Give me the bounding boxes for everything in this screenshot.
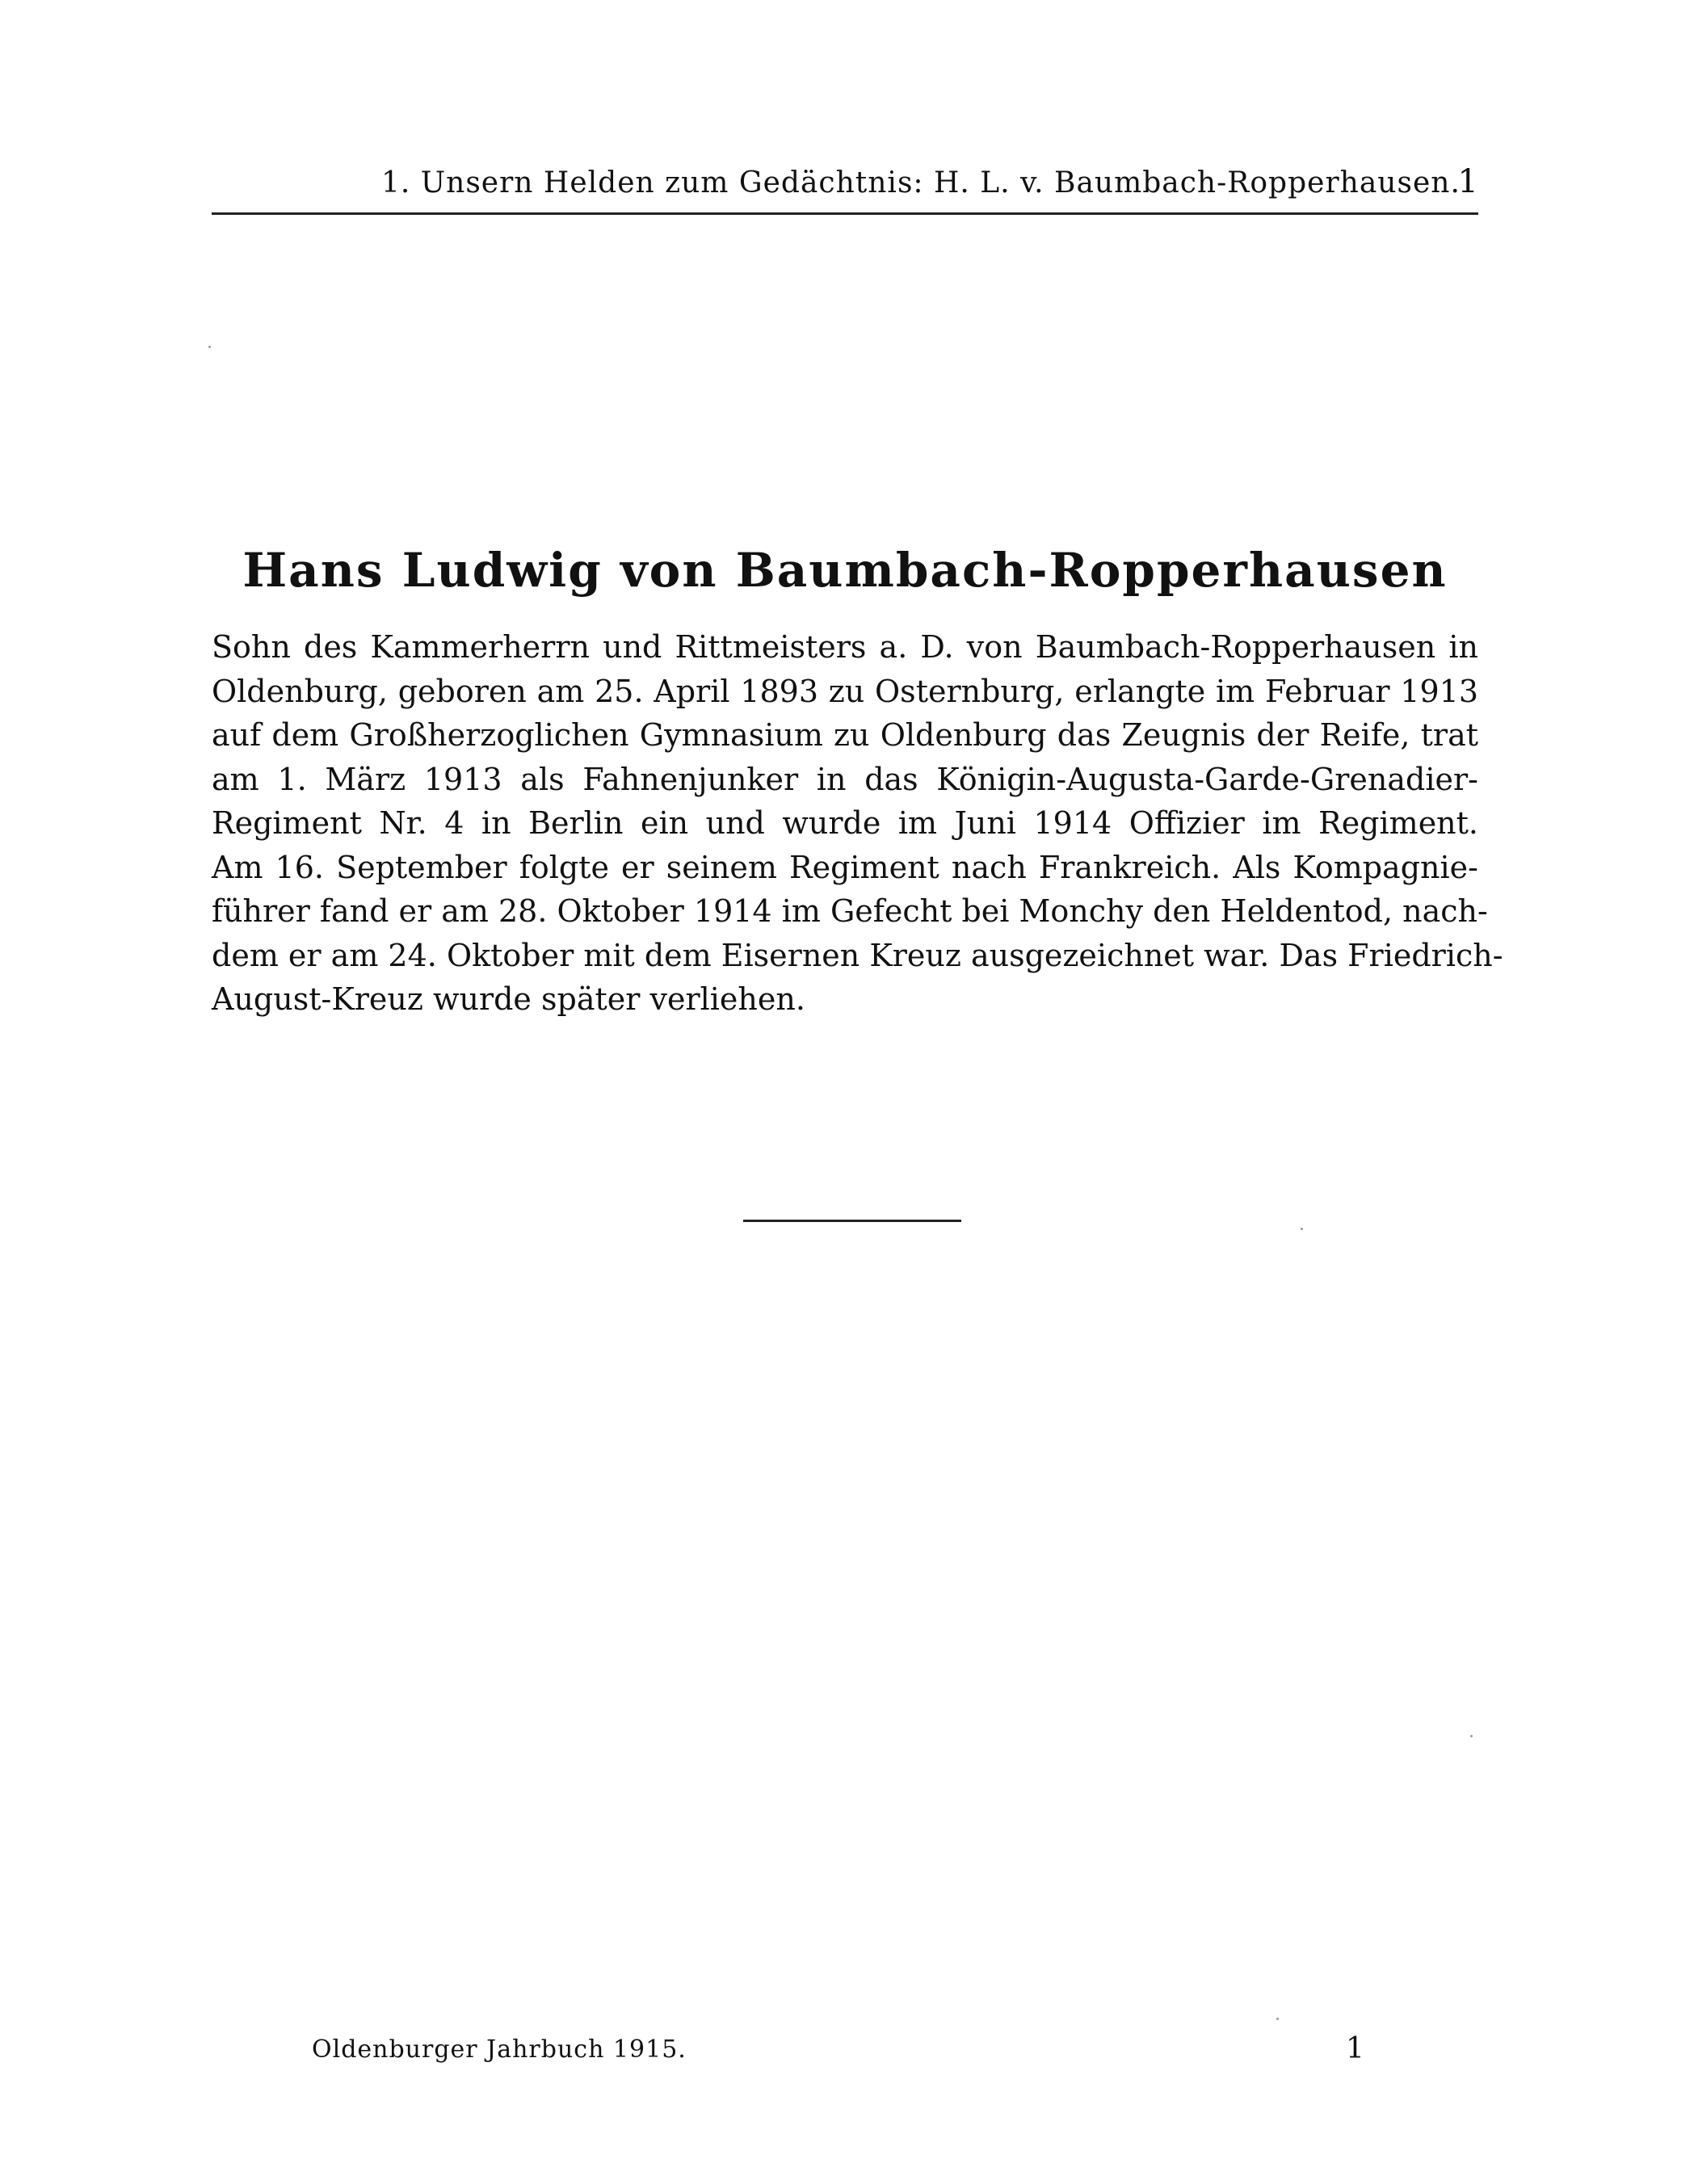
article-title: Hans Ludwig von Baumbach-Ropperhausen (242, 543, 1448, 598)
scan-speck (1301, 1228, 1303, 1230)
body-line: Am 16. September folgte er seinem Regiment nach Frankreich. Als Kompagnie- (212, 849, 1478, 885)
body-line: am 1. März 1913 als Fahnenjunker in das Königin-Augusta-Garde-Grenadier- (212, 761, 1478, 797)
body-line: Regiment Nr. 4 in Berlin ein und wurde im Juni 1914 Offizier im Regiment. (212, 805, 1478, 841)
body-line: Oldenburg, geboren am 25. April 1893 zu Osternburg, erlangte im Februar 1913 (212, 673, 1478, 709)
running-header (212, 162, 1478, 210)
footer-journal-title: Oldenburger Jahrbuch 1915. (312, 2035, 687, 2064)
body-line: August-Kreuz wurde später verliehen. (212, 981, 805, 1017)
header-rule (212, 212, 1478, 215)
scan-speck (1276, 2018, 1279, 2020)
body-line: führer fand er am 28. Oktober 1914 im Gefecht bei Monchy den Heldentod, nach- (212, 893, 1488, 929)
footer-signature-mark: 1 (1346, 2032, 1364, 2065)
body-line: Sohn des Kammerherrn und Rittmeisters a. D. von Baumbach-Ropperhausen in (212, 629, 1478, 665)
page-number: 1 (1457, 163, 1478, 200)
section-divider (743, 1220, 961, 1222)
scan-speck (208, 346, 211, 348)
scan-speck (1470, 1735, 1473, 1737)
running-header-title: 1. Unsern Helden zum Gedächtnis: H. L. v. Baumbach-Ropperhausen. (381, 166, 1461, 200)
body-line: dem er am 24. Oktober mit dem Eisernen Kreuz ausgezeichnet war. Das Friedrich- (212, 937, 1503, 973)
article-body (212, 625, 1503, 1022)
body-line: auf dem Großherzoglichen Gymnasium zu Oldenburg das Zeugnis der Reife, trat (212, 717, 1478, 753)
